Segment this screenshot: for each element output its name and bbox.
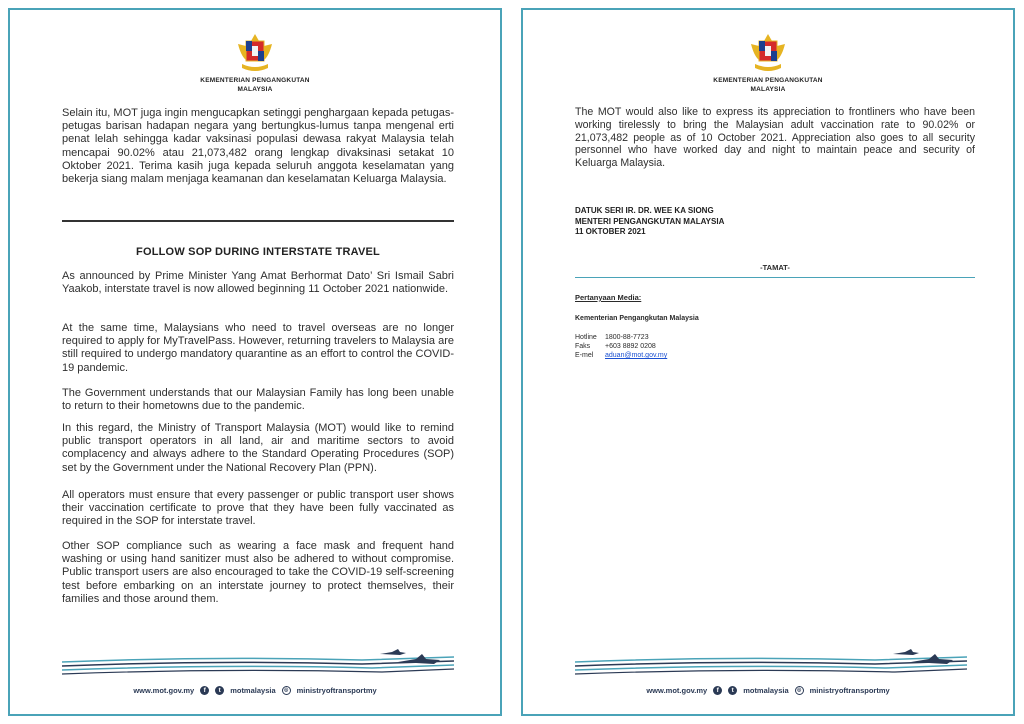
footer-social-bar bbox=[523, 686, 1013, 695]
instagram-icon[interactable]: ◎ bbox=[282, 686, 291, 695]
section-divider bbox=[62, 220, 454, 222]
facebook-icon[interactable]: f bbox=[200, 686, 209, 695]
paragraph-3: The Government understands that our Malaysian Family has long been unable to return to their hometowns due to the pandemic. bbox=[62, 387, 454, 413]
ministry-name-line1: KEMENTERIAN PENGANGKUTAN bbox=[200, 77, 310, 84]
footer-social-bar bbox=[10, 686, 500, 695]
signature-block bbox=[575, 206, 724, 238]
ministry-name-line2: MALAYSIA bbox=[750, 86, 786, 93]
contact-row-hotline bbox=[575, 333, 667, 342]
email-link[interactable]: aduan@mot.gov.my bbox=[605, 352, 668, 359]
coat-of-arms-icon bbox=[235, 32, 275, 76]
section-divider bbox=[575, 277, 975, 278]
ministry-name-line1: KEMENTERIAN PENGANGKUTAN bbox=[713, 77, 823, 84]
contact-row-email bbox=[575, 351, 667, 360]
footer-handle: motmalaysia bbox=[743, 686, 789, 695]
footer-wave-graphic bbox=[62, 648, 454, 678]
signatory-name: DATUK SERI IR. DR. WEE KA SIONG bbox=[575, 206, 714, 215]
media-organization: Kementerian Pengangkutan Malaysia bbox=[575, 315, 699, 322]
footer-instagram: ministryoftransportmy bbox=[809, 686, 890, 695]
contact-value: 1800-88-7723 bbox=[605, 334, 649, 341]
footer-instagram: ministryoftransportmy bbox=[296, 686, 377, 695]
twitter-icon[interactable]: t bbox=[215, 686, 224, 695]
paragraph-6: Other SOP compliance such as wearing a face mask and frequent hand washing or using hand sanitizer must also be adhered to without compromise. Public transport users are also encouraged to take the COVID-19 self-screening test before embarking on an interstate journey to protect themselves, their families and those around them. bbox=[62, 540, 454, 605]
footer-handle: motmalaysia bbox=[230, 686, 276, 695]
contact-label: E-mel bbox=[575, 352, 594, 359]
footer-website[interactable]: www.mot.gov.my bbox=[133, 686, 195, 695]
media-inquiries-title: Pertanyaan Media: bbox=[575, 293, 642, 302]
signatory-title: MENTERI PENGANGKUTAN MALAYSIA bbox=[575, 216, 725, 226]
paragraph-5: All operators must ensure that every passenger or public transport user shows their vaccination certificate to prove that they have been fully vaccinated as required in the SOP for interstate travel. bbox=[62, 489, 454, 528]
twitter-icon[interactable]: t bbox=[728, 686, 737, 695]
paragraph-1: As announced by Prime Minister Yang Amat Berhormat Dato’ Sri Ismail Sabri Yaakob, interstate travel is now allowed beginning 11 October 2021 nationwide. bbox=[62, 270, 454, 296]
page-right bbox=[521, 8, 1015, 716]
section-heading: FOLLOW SOP DURING INTERSTATE TRAVEL bbox=[136, 246, 380, 258]
header-logo bbox=[523, 32, 1013, 94]
coat-of-arms-icon bbox=[748, 32, 788, 76]
contact-row-fax bbox=[575, 342, 667, 351]
header-logo bbox=[10, 32, 500, 94]
contact-list bbox=[575, 333, 667, 360]
paragraph-2: At the same time, Malaysians who need to travel overseas are no longer required to apply for MyTravelPass. However, returning travelers to Malaysia are still required to undergo mandatory quarantine as an effort to control the COVID-19 pandemic. bbox=[62, 322, 454, 374]
paragraph-4: In this regard, the Ministry of Transport Malaysia (MOT) would like to remind public transport operators in all land, air and maritime sectors to avoid complacency and always adhere to the Standard Operating Procedures (SOP) set by the Government under the National Recovery Plan (PPN). bbox=[62, 422, 454, 474]
contact-label: Faks bbox=[575, 343, 591, 350]
footer-website[interactable]: www.mot.gov.my bbox=[646, 686, 708, 695]
signatory-date: 11 OKTOBER 2021 bbox=[575, 227, 646, 236]
appreciation-paragraph: The MOT would also like to express its appreciation to frontliners who have been working tirelessly to bring the Malaysian adult vaccination rate to 90.02% or 21,073,482 people as of 10 October 2021. Appreciation also goes to all security personnel who have worked day and night to maintain peace and security of Keluarga Malaysia. bbox=[575, 106, 975, 170]
contact-value: +603 8892 0208 bbox=[605, 343, 656, 350]
page-left bbox=[8, 8, 502, 716]
contact-label: Hotline bbox=[575, 334, 597, 341]
footer-wave-graphic bbox=[575, 648, 967, 678]
ministry-name-line2: MALAYSIA bbox=[237, 86, 273, 93]
instagram-icon[interactable]: ◎ bbox=[795, 686, 804, 695]
tamat-marker: -TAMAT- bbox=[760, 263, 790, 272]
intro-paragraph: Selain itu, MOT juga ingin mengucapkan setinggi penghargaan kepada petugas-petugas barisan hadapan negara yang bertungkus-lumus tanpa mengenal erti penat lelah sehingga kadar vaksinasi populasi dewasa rakyat Malaysia telah mencapai 90.02% atau 21,073,482 orang lengkap divaksinasi setakat 10 Oktober 2021. Terima kasih juga kepada seluruh anggota keselamatan yang bekerja siang malam menjaga keamanan dan keselamatan Keluarga Malaysia. bbox=[62, 107, 454, 186]
facebook-icon[interactable]: f bbox=[713, 686, 722, 695]
